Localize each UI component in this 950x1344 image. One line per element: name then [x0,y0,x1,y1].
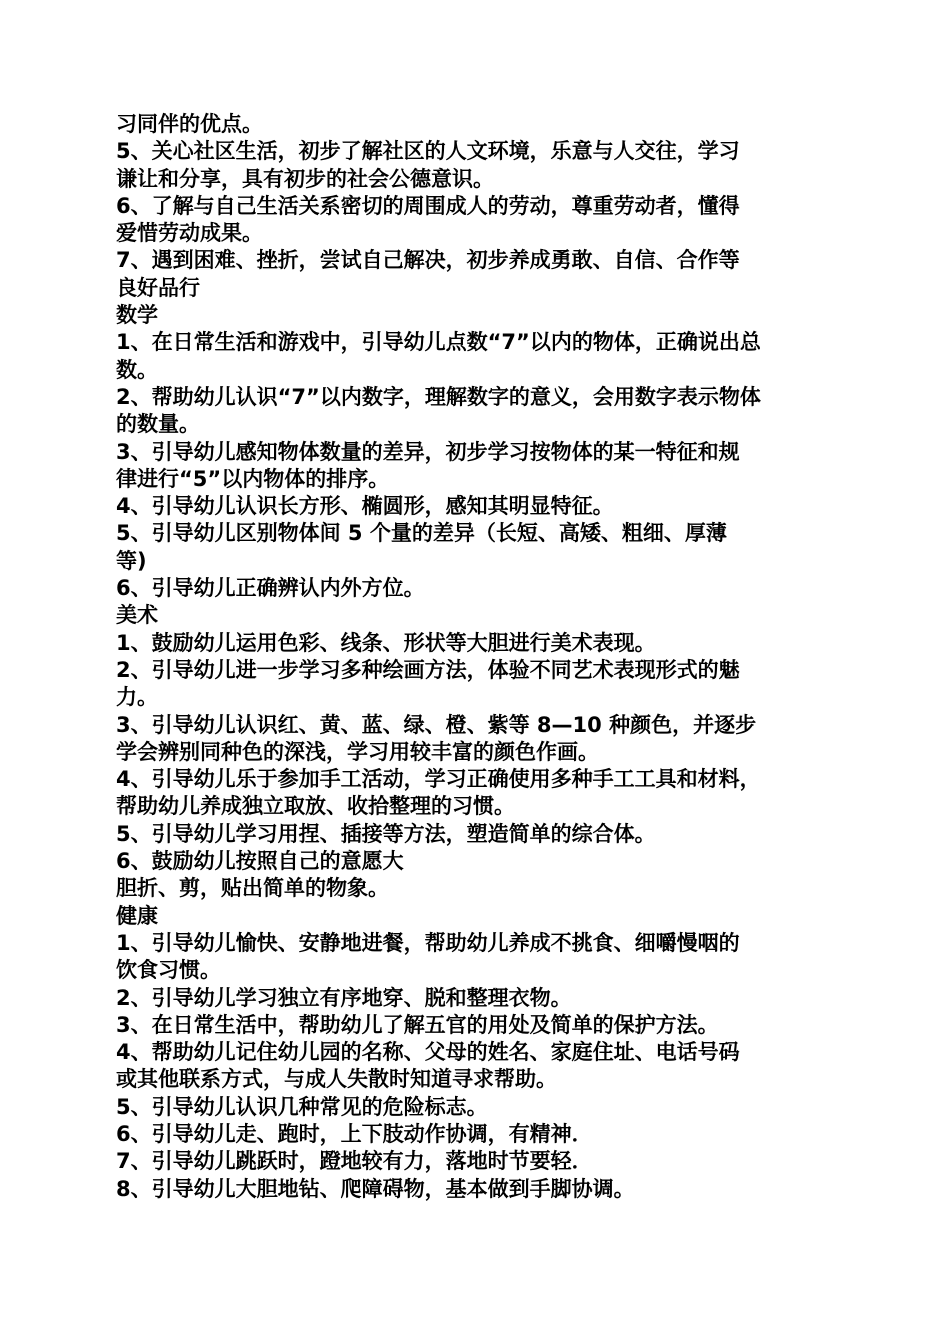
text-line: 2、引导幼儿学习独立有序地穿、脱和整理衣物。 [116,985,572,1010]
text-line: 1、鼓励幼儿运用色彩、线条、形状等大胆进行美术表现。 [116,630,656,655]
text-line: 4、帮助幼儿记住幼儿园的名称、父母的姓名、家庭住址、电话号码 [116,1040,740,1065]
text-line: 1、在日常生活和游戏中，引导幼儿点数“7”以内的物体，正确说出总 [116,330,761,355]
text-line: 学会辨别同种色的深浅，学习用较丰富的颜色作画。 [116,739,599,764]
text-line: 2、帮助幼儿认识“7”以内数字，理解数字的意义，会用数字表示物体 [116,384,761,409]
text-line: 或其他联系方式，与成人失散时知道寻求帮助。 [116,1067,557,1092]
section-heading-art: 美术 [116,603,158,628]
text-line: 5、关心社区生活，初步了解社区的人文环境，乐意与人交往，学习 [116,139,740,164]
text-line: 数。 [116,357,158,382]
text-line: 良好品行 [116,275,200,300]
text-line: 6、了解与自己生活关系密切的周围成人的劳动，尊重劳动者，懂得 [116,193,740,218]
text-line: 7、引导幼儿跳跃时，蹬地较有力，落地时节要轻． [116,1149,593,1174]
text-line: 2、引导幼儿进一步学习多种绘画方法，体验不同艺术表现形式的魅 [116,657,740,682]
text-line: 习同伴的优点。 [116,112,263,136]
text-line: 3、引导幼儿感知物体数量的差异，初步学习按物体的某一特征和规 [116,439,740,464]
text-line: 3、引导幼儿认识红、黄、蓝、绿、橙、紫等 8—10 种颜色，并逐步 [116,712,757,737]
text-line: 8、引导幼儿大胆地钻、爬障碍物，基本做到手脚协调。 [116,1176,635,1201]
text-line: 等) [116,548,147,573]
section-heading-math: 数学 [116,303,158,328]
text-line: 5、引导幼儿认识几种常见的危险标志。 [116,1094,488,1119]
text-line: 饮食习惯。 [116,958,221,983]
text-line: 1、引导幼儿愉快、安静地进餐，帮助幼儿养成不挑食、细嚼慢咽的 [116,930,740,955]
text-line: 4、引导幼儿乐于参加手工活动，学习正确使用多种手工工具和材料， [116,767,761,792]
text-line: 7、遇到困难、挫折，尝试自己解决，初步养成勇敢、自信、合作等 [116,248,740,273]
text-line: 3、在日常生活中，帮助幼儿了解五官的用处及简单的保护方法。 [116,1012,719,1037]
text-line: 胆折、剪，贴出简单的物象。 [116,876,389,901]
text-line: 6、引导幼儿走、跑时，上下肢动作协调，有精神． [116,1121,593,1146]
text-line: 5、引导幼儿学习用捏、插接等方法，塑造简单的综合体。 [116,821,656,846]
text-line: 5、引导幼儿区别物体间 5 个量的差异（长短、高矮、粗细、厚薄 [116,521,727,546]
text-line: 6、鼓励幼儿按照自己的意愿大 [116,849,404,874]
text-line: 力。 [116,685,158,710]
text-line: 爱惜劳动成果。 [116,221,263,246]
section-heading-health: 健康 [116,903,158,928]
text-line: 的数量。 [116,412,200,437]
document-page [116,111,846,1203]
text-line: 谦让和分享，具有初步的社会公德意识。 [116,166,494,191]
text-line: 帮助幼儿养成独立取放、收拾整理的习惯。 [116,794,515,819]
text-line: 律进行“5”以内物体的排序。 [116,466,390,491]
text-line: 6、引导幼儿正确辨认内外方位。 [116,576,425,601]
text-line: 4、引导幼儿认识长方形、椭圆形，感知其明显特征。 [116,494,614,519]
